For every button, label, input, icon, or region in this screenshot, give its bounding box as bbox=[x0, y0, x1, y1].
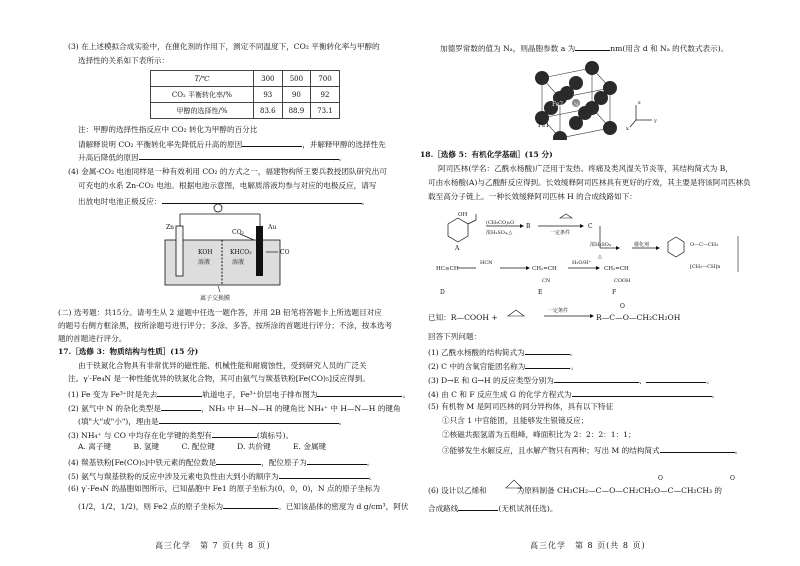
table-header-row bbox=[151, 71, 340, 87]
r-q1-text: (1) 乙酰水杨酸的结构简式为 bbox=[428, 348, 525, 357]
note-line2-text: 请解释说明 CO₂ 平衡转化率先降低后升高的原因 bbox=[78, 140, 243, 149]
note-line1: 注：甲醇的选择性指反应中 CO₂ 转化为甲醇的百分比 bbox=[78, 125, 258, 134]
reagent-h2so4: 浓H₂SO₄,△ bbox=[486, 230, 513, 236]
q17-options bbox=[78, 442, 326, 452]
r-q4: (4) 由 C 和 F 反应生成 G 的化学方程式为 。 bbox=[428, 390, 720, 399]
r-q2-text: (2) C 中的含氧官能团名称为 bbox=[428, 362, 526, 371]
q17-sub2-cont: (填"大"或"小")，理由是 。 bbox=[78, 417, 347, 426]
synthesis-scheme bbox=[428, 206, 768, 296]
known-reaction-right: R—C—O—CH₂CH₂OH bbox=[596, 313, 681, 322]
r-q5-cond3-text: ③能够发生水解反应，且水解产物只有两种；写出 M 的结构简式 bbox=[442, 446, 660, 455]
label-e: E bbox=[538, 289, 543, 296]
table-cell: 90 bbox=[282, 87, 311, 103]
section2-line1: (二) 选考题：共15分。请考生从 2 道题中任选一题作答，并用 2B 铅笔将答题卡上所选题目对应 bbox=[58, 308, 382, 317]
koh-label2: 溶液 bbox=[198, 259, 211, 266]
axis-y-label: y bbox=[654, 118, 657, 124]
epoxide-icon bbox=[508, 310, 524, 316]
r-q6-pre: (6) 设计以乙烯和 bbox=[428, 486, 487, 495]
density-line bbox=[440, 42, 728, 54]
q18-line3: 载至高分子链上。一种长效缓释阿司匹林 H 的合成线路如下： bbox=[428, 192, 637, 201]
axis-x-label: x bbox=[626, 126, 629, 132]
bulb-icon bbox=[214, 204, 222, 212]
q17-sub4-tail: ，配位原子为 bbox=[261, 458, 307, 467]
fe1-label: Fe1 bbox=[538, 122, 550, 129]
q4-line2: 可充电的水系 Zn-CO₂ 电池。根据电池示意图，电解质溶液均参与对应的电极反应，请写 bbox=[78, 181, 377, 190]
au-label: Au bbox=[268, 224, 277, 231]
right-footer: 高三化学 第 8 页(共 8 页) bbox=[530, 541, 646, 550]
q4-line3-text: 出放电时电池正极反应： bbox=[78, 197, 162, 206]
option-d: D. 共价键 bbox=[237, 442, 271, 451]
reagent-heat: △ bbox=[598, 254, 602, 260]
oh-label: OH bbox=[458, 212, 468, 218]
table-cell: 73.1 bbox=[311, 103, 340, 119]
label-f: F bbox=[612, 289, 617, 296]
q17-sub3-text: (3) NH₄⁺ 与 CO 中均存在化学键的类型有 bbox=[68, 431, 212, 440]
q3-intro-line2: 选择性的关系如下表所示： bbox=[78, 56, 170, 65]
q17-sub1-tail: 轨道电子，Fe³⁺价层电子排布图为 bbox=[202, 390, 318, 399]
option-a: A. 离子键 bbox=[78, 442, 112, 451]
known-reaction-o: O bbox=[620, 303, 625, 310]
q17-sub2-cont-text: (填"大"或"小")，理由是 bbox=[78, 417, 159, 426]
r-q4-text: (4) 由 C 和 F 反应生成 G 的化学方程式为 bbox=[428, 390, 572, 399]
note-line2 bbox=[78, 138, 386, 150]
reagent-hcn: HCN bbox=[480, 260, 493, 266]
table-row bbox=[151, 87, 340, 103]
label-d: D bbox=[440, 289, 445, 296]
label-b: B bbox=[526, 223, 531, 230]
section2-line3: 题的首题进行评分。 bbox=[58, 334, 127, 343]
co2-label: CO₂ bbox=[232, 229, 244, 236]
table-cell: 700 bbox=[311, 71, 340, 87]
table-cell: 甲醇的选择性/% bbox=[151, 103, 254, 119]
d-formula: HC≡CH bbox=[436, 266, 459, 272]
axis-z-label: z bbox=[638, 100, 641, 106]
left-footer: 高三化学 第 7 页(共 8 页) bbox=[155, 541, 271, 550]
membrane-label: 离子交换膜 bbox=[200, 295, 231, 302]
r-q3: (3) D→E 和 G→H 的反应类型分别为 、 。 bbox=[428, 376, 714, 385]
known-reaction-left: 已知：R—COOH + bbox=[428, 313, 498, 322]
table-cell: 500 bbox=[282, 71, 311, 87]
reagent-h2so4-2: 浓H₂SO₄ bbox=[590, 242, 611, 248]
answer-header: 回答下列问题： bbox=[428, 332, 482, 341]
q17-sub2-tail: ，NH₃ 中 H—N—H 的键角比 NH₄⁺ 中 H—N—H 的键角 bbox=[201, 404, 401, 413]
q17-sub6-cont-tail: 。已知该晶体的密度为 d g/cm³，阿伏 bbox=[278, 502, 409, 511]
note-line2-tail: ，并解释甲醇的选择性先 bbox=[302, 140, 386, 149]
q17-sub5: (5) 氨气与羰基铁粉的反应中涉及元素电负性由大到小的顺序为 。 bbox=[68, 472, 377, 481]
q17-sub6-cont-text: (1/2，1/2，1/2)，则 Fe2 点的原子坐标为 bbox=[78, 502, 224, 511]
q17-sub6-cont bbox=[78, 500, 408, 512]
option-e: E. 金属键 bbox=[292, 442, 327, 451]
r-q5-cond1: ①只含 1 中官能团，且能够发生银镜反应； bbox=[442, 416, 589, 425]
n-label: N bbox=[574, 102, 579, 108]
h-ester-label: O—C—CH₃ bbox=[690, 242, 719, 248]
r-q6-route bbox=[428, 502, 557, 514]
epoxide-icon bbox=[560, 214, 572, 218]
zn-electrode bbox=[176, 226, 183, 276]
r-q6-carbonyl-o2: O bbox=[730, 475, 735, 482]
r-q6-route-text: 合成路线 bbox=[428, 504, 459, 513]
r-q6 bbox=[428, 486, 722, 496]
e-cn: CN bbox=[542, 278, 551, 284]
khco3-label2: 溶液 bbox=[232, 259, 245, 266]
known-reaction-condition: 一定条件 bbox=[548, 308, 569, 314]
table-cell: CO₂ 平衡转化率/% bbox=[151, 87, 254, 103]
q17-sub5-text: (5) 氨气与羰基铁粉的反应中涉及元素电负性由大到小的顺序为 bbox=[68, 472, 279, 481]
q18-title: 18.［选修 5：有机化学基础］(15 分) bbox=[420, 150, 553, 159]
table-row bbox=[151, 103, 340, 119]
q17-sub6: (6) γ′-Fe₄N 的晶胞如图所示，已知晶胞中 Fe1 的原子坐标为(0，0，0)，N 点的原子坐标为 bbox=[68, 484, 381, 493]
table-cell: 88.9 bbox=[282, 103, 311, 119]
r-q1: (1) 乙酰水杨酸的结构简式为 。 bbox=[428, 348, 578, 357]
table-cell: 300 bbox=[254, 71, 283, 87]
battery-diagram bbox=[160, 200, 290, 300]
q4-line3: 出放电时电池正极反应： 。 bbox=[78, 197, 370, 206]
khco3-label: KHCO₃ bbox=[230, 249, 252, 256]
r-q5-cond2: ②核磁共振氢谱为五组峰，峰面积比为 2：2：2：1：1； bbox=[442, 430, 636, 439]
option-c: C. 配位键 bbox=[181, 442, 215, 451]
r-q5: (5) 有机物 M 是阿司匹林的同分异构体，具有以下特征 bbox=[428, 402, 614, 411]
r-q6-epoxide bbox=[500, 474, 530, 494]
note-line3: 升高后降低的原因 。 bbox=[78, 153, 347, 162]
koh-label: KOH bbox=[198, 249, 213, 256]
q4-line1: (4) 金属-CO₂ 电池同样是一种有效利用 CO₂ 的方式之一，福建物构所王要兵教授团队研究出可 bbox=[68, 167, 387, 176]
conversion-table bbox=[150, 70, 340, 119]
q17-sub3-tail: (填标号)。 bbox=[256, 431, 294, 440]
table-cell: 83.6 bbox=[254, 103, 283, 119]
option-b: B. 氢键 bbox=[133, 442, 160, 451]
q17-sub1-text: (1) Fe 变为 Fe³⁺时是先去 bbox=[68, 390, 158, 399]
reagent-acetic-anhydride: (CH₃CO)₂O bbox=[486, 220, 515, 226]
co-label: CO bbox=[280, 249, 290, 256]
label-c: C bbox=[588, 223, 593, 230]
q17-sub2-text: (2) 氨气中 N 的杂化类型是 bbox=[68, 404, 161, 413]
q17-sub2 bbox=[68, 402, 401, 414]
au-electrode bbox=[256, 226, 263, 276]
r-q5-cond3: ③能够发生水解反应，且水解产物只有两种；写出 M 的结构简式 。 bbox=[442, 446, 743, 455]
reagent-hydrolysis: H₂O/H⁺ bbox=[572, 260, 592, 266]
r-q6-carbonyl-o1: O bbox=[658, 475, 663, 482]
f-cooh: COOH bbox=[614, 278, 631, 284]
q17-sub1: (1) Fe 变为 Fe³⁺时是先去 轨道电子，Fe³⁺价层电子排布图为 。 bbox=[68, 390, 411, 399]
fe2-label: Fe2 bbox=[552, 101, 564, 108]
q17-title: 17.［选修 3：物质结构与性质］(15 分) bbox=[58, 347, 199, 356]
table-cell: T/℃ bbox=[151, 71, 254, 87]
q17-line2: 注。γ′-Fe₄N 是一种性能优异的铁氮化合物，其可由氨气与羰基铁粉[Fe(CO)₅]反应得到。 bbox=[68, 374, 370, 383]
reagent-condition: 一定条件 bbox=[550, 230, 571, 236]
reagent-catalyst: 催化剂 bbox=[634, 242, 650, 248]
q3-intro-line1: (3) 在上述模拟合成实验中，在催化剂的作用下，测定不同温度下，CO₂ 平衡转化率与甲醇的 bbox=[68, 42, 380, 51]
q17-sub3 bbox=[68, 429, 293, 441]
q18-line2: 可由水杨酸(A)与乙酸酐反应得到。长效缓释阿司匹林具有更好的疗效，其主要是将该阿司匹林负 bbox=[428, 178, 751, 187]
table-cell: 93 bbox=[254, 87, 283, 103]
epoxide-icon bbox=[506, 480, 522, 488]
benzene-ring-a bbox=[448, 218, 468, 242]
note-line3-text: 升高后降低的原因 bbox=[78, 153, 139, 162]
label-a: A bbox=[455, 245, 460, 252]
r-q2: (2) C 中的含氧官能团名称为 。 bbox=[428, 362, 578, 371]
r-q6-route-tail: (无机试剂任选)。 bbox=[498, 504, 558, 513]
q17-line1: 由于铁氮化合物具有非常优异的磁性能、机械性能和耐腐蚀性，受到研究人员的广泛关 bbox=[78, 361, 367, 370]
f-formula: CH₂=CH bbox=[604, 266, 629, 272]
table-cell: 92 bbox=[311, 87, 340, 103]
right-page bbox=[400, 0, 800, 566]
density-tail: nm(用含 d 和 Nₐ 的代数式表示)。 bbox=[610, 44, 729, 53]
zn-label: Zn bbox=[166, 224, 175, 231]
q17-sub4: (4) 羰基铁粉[Fe(CO)₅]中铁元素的配位数是 ，配位原子为 。 bbox=[68, 458, 375, 467]
q17-sub4-text: (4) 羰基铁粉[Fe(CO)₅]中铁元素的配位数是 bbox=[68, 458, 217, 467]
h-chain-label: [CH₂—CH]n bbox=[690, 264, 721, 270]
r-q6-mid: 为原料制备 CH₃CH₂—C—O—CH₂CH₂O—C—CH₂CH₃ 的 bbox=[516, 486, 723, 495]
r-q3-text: (3) D→E 和 G→H 的反应类型分别为 bbox=[428, 376, 554, 385]
section2-line2: 的题号右侧方框涂黑，按所涂题号进行评分；多涂、多答，按所涂的首题进行评分；不涂，按本选考 bbox=[58, 321, 393, 330]
density-text: 加德罗常数的值为 Nₐ，则晶胞参数 a 为 bbox=[440, 44, 576, 53]
e-formula: CH₂=CH bbox=[532, 266, 557, 272]
benzene-ring-h bbox=[668, 237, 684, 257]
q18-line1: 阿司匹林(学名：乙酰水杨酸)广泛用于发热、疼痛及类风湿关节炎等，其结构简式为 B， bbox=[438, 164, 733, 173]
